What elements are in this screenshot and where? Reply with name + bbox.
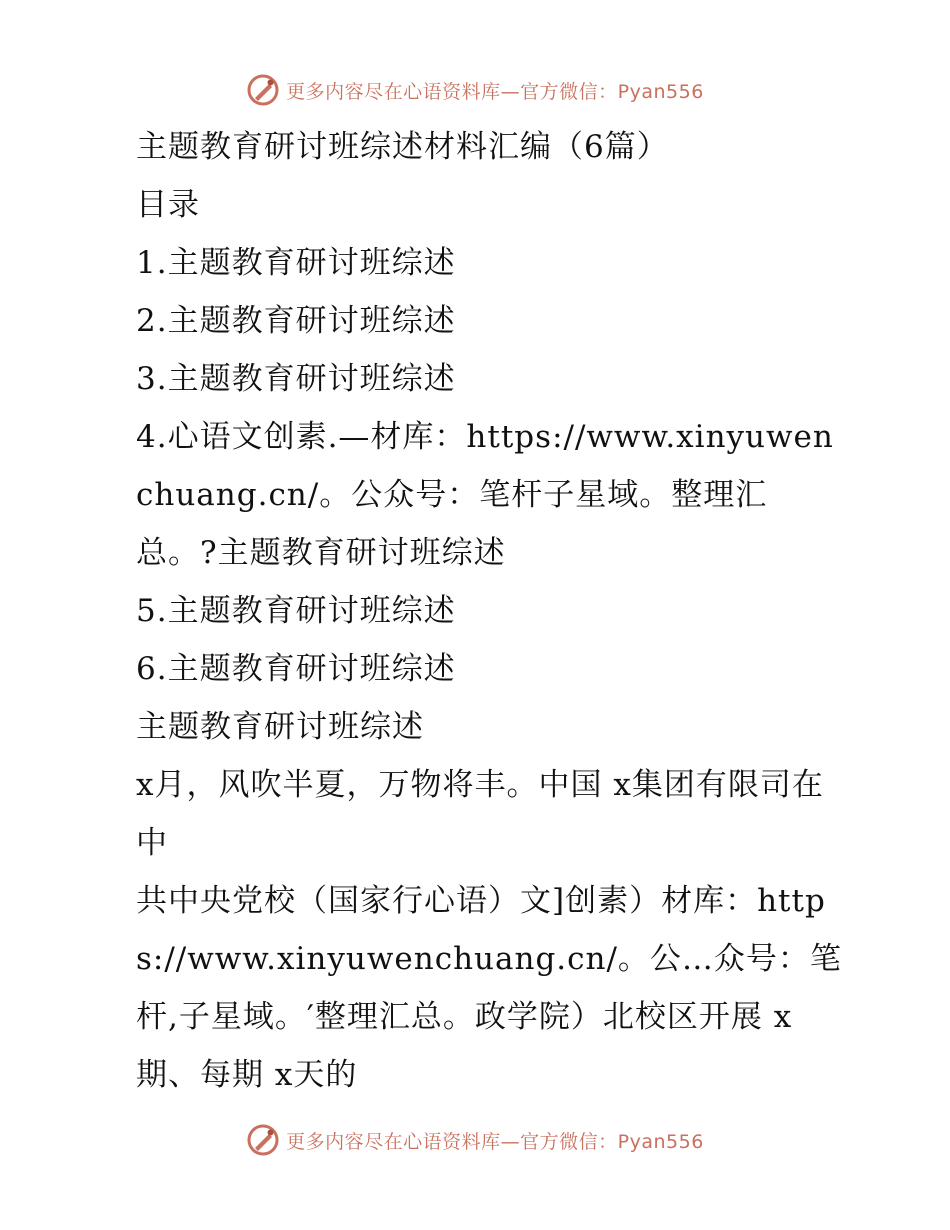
section-title: 主题教育研讨班综述 bbox=[136, 709, 424, 745]
pen-logo-icon bbox=[246, 73, 280, 107]
watermark-text: 更多内容尽在心语资料库—官方微信：Pyan556 bbox=[286, 80, 704, 103]
document-title: 主题教育研讨班综述材料汇编（6篇） bbox=[136, 129, 669, 165]
toc-heading: 目录 bbox=[136, 187, 200, 223]
watermark-banner-bottom bbox=[0, 1120, 950, 1160]
document-body bbox=[96, 118, 848, 1104]
toc-item: 3.主题教育研讨班综述 bbox=[136, 361, 456, 397]
toc-item: 6.主题教育研讨班综述 bbox=[136, 651, 456, 687]
pen-logo-icon bbox=[246, 1123, 280, 1157]
toc-item: 5.主题教育研讨班综述 bbox=[136, 593, 456, 629]
toc-item: 4.心语文创素.—材库：https://www.xinyuwenchuang.cn/。公众号：笔杆子星域。整理汇总。?主题教育研讨班综述 bbox=[136, 419, 834, 571]
toc-item: 1.主题教育研讨班综述 bbox=[136, 245, 456, 281]
watermark-text: 更多内容尽在心语资料库—官方微信：Pyan556 bbox=[286, 1130, 704, 1153]
body-paragraph: 共中央党校（国家行心语）文]创素）材库：https://www.xinyuwenchuang.cn/。公…众号：笔杆,子星域。′整理汇总。政学院）北校区开展 x期、每期 x天的 bbox=[136, 883, 842, 1093]
body-paragraph: x月，风吹半夏，万物将丰。中国 x集团有限司在中 bbox=[136, 767, 824, 861]
watermark-banner-top bbox=[0, 70, 950, 110]
toc-item: 2.主题教育研讨班综述 bbox=[136, 303, 456, 339]
